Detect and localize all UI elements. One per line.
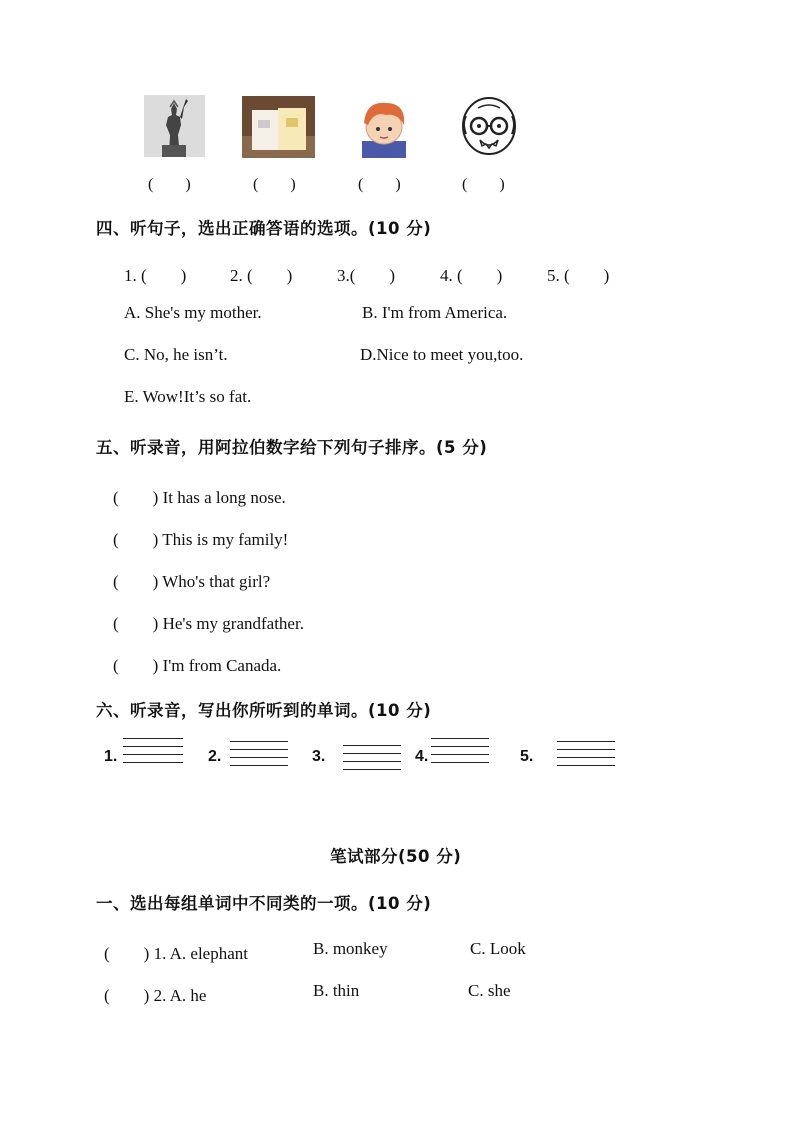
option-c: C. No, he isn’t. — [124, 345, 228, 364]
section-4-blank-5[interactable]: 5. ( ) — [547, 266, 610, 285]
boy-image — [352, 95, 415, 158]
statue-of-liberty-image — [144, 95, 205, 157]
word-label-4: 4. — [415, 748, 429, 765]
section-4-title: 四、听句子，选出正确答语的选项。(10 分) — [96, 219, 432, 238]
picture-answer-blank-4[interactable]: ( ) — [462, 176, 505, 193]
word-group-1-option-c: C. Look — [470, 939, 526, 958]
sentence-item-2[interactable]: ( ) This is my family! — [113, 530, 289, 549]
writing-lines-1[interactable] — [123, 738, 183, 770]
grandfather-image — [452, 94, 525, 158]
option-d: D.Nice to meet you,too. — [360, 345, 524, 364]
word-group-2-question[interactable]: ( ) 2. A. he — [104, 986, 207, 1005]
sentence-item-4[interactable]: ( ) He's my grandfather. — [113, 614, 304, 633]
written-part-title: 笔试部分(50 分) — [330, 847, 462, 866]
word-label-3: 3. — [312, 748, 326, 765]
cake-box-image — [242, 96, 315, 158]
picture-answer-blank-1[interactable]: ( ) — [148, 176, 191, 193]
sentence-item-1[interactable]: ( ) It has a long nose. — [113, 488, 286, 507]
word-label-1: 1. — [104, 748, 118, 765]
word-label-5: 5. — [520, 748, 534, 765]
word-group-1-question[interactable]: ( ) 1. A. elephant — [104, 944, 248, 963]
section-4-blank-2[interactable]: 2. ( ) — [230, 266, 293, 285]
sentence-item-3[interactable]: ( ) Who's that girl? — [113, 572, 271, 591]
option-b: B. I'm from America. — [362, 303, 508, 322]
picture-answer-blank-2[interactable]: ( ) — [253, 176, 296, 193]
word-group-1-option-b: B. monkey — [313, 939, 388, 958]
section-4-blank-3[interactable]: 3.( ) — [337, 266, 396, 285]
section-5-title: 五、听录音，用阿拉伯数字给下列句子排序。(5 分) — [96, 438, 488, 457]
writing-lines-2[interactable] — [230, 741, 288, 773]
option-e: E. Wow!It’s so fat. — [124, 387, 252, 406]
sentence-item-5[interactable]: ( ) I'm from Canada. — [113, 656, 282, 675]
writing-lines-5[interactable] — [557, 741, 615, 773]
writing-lines-3[interactable] — [343, 745, 401, 777]
word-group-2-option-c: C. she — [468, 981, 511, 1000]
word-group-2-option-b: B. thin — [313, 981, 360, 1000]
picture-answer-blank-3[interactable]: ( ) — [358, 176, 401, 193]
section-6-title: 六、听录音，写出你所听到的单词。(10 分) — [96, 701, 432, 720]
section-4-blank-4[interactable]: 4. ( ) — [440, 266, 503, 285]
word-label-2: 2. — [208, 748, 222, 765]
writing-lines-4[interactable] — [431, 738, 489, 770]
written-section-1-title: 一、选出每组单词中不同类的一项。(10 分) — [96, 894, 432, 913]
section-4-blank-1[interactable]: 1. ( ) — [124, 266, 187, 285]
option-a: A. She's my mother. — [124, 303, 262, 322]
